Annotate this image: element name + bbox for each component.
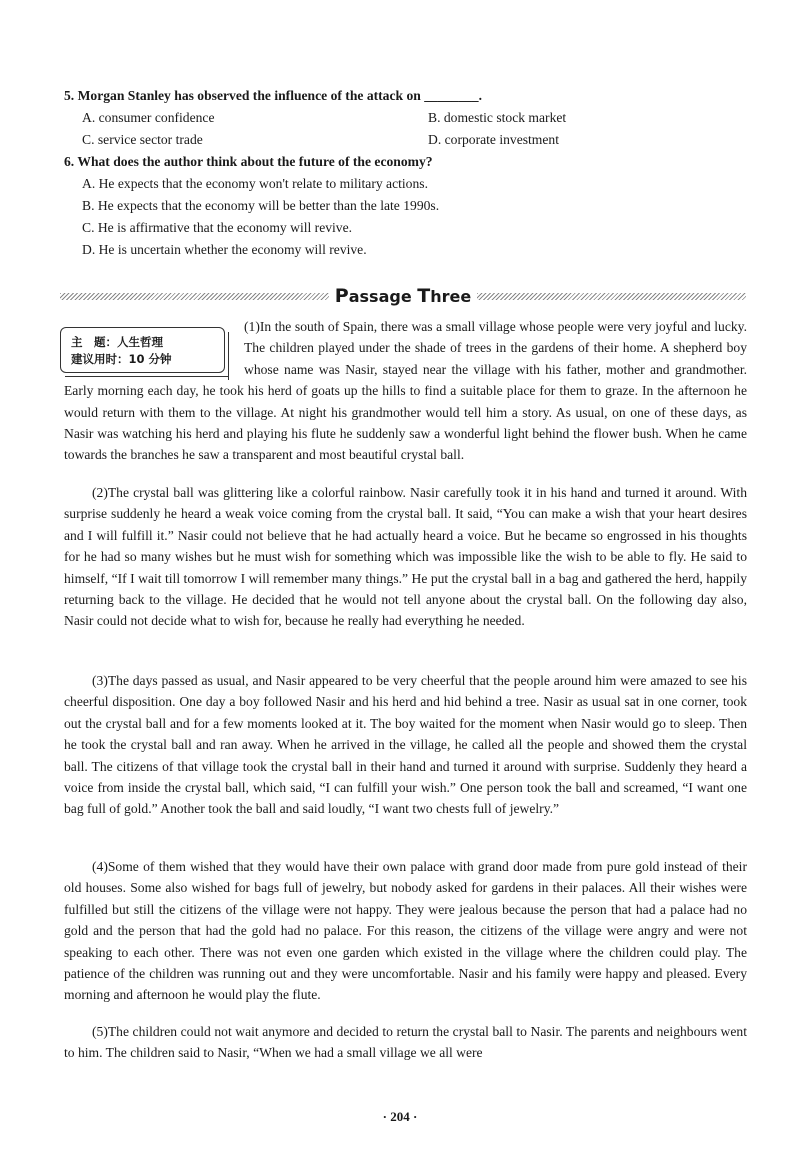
passage-title: Passage Three [334,285,472,307]
topic-line: 主 题：人生哲理 [71,335,163,349]
question-6-option-a: A. He expects that the economy won't relate to military actions. [82,176,428,191]
banner-hatch-left [60,293,329,300]
question-5-stem: 5. Morgan Stanley has observed the influence of the attack on ________. [64,88,482,103]
passage-banner [60,284,746,308]
paragraph-2: (2)The crystal ball was glittering like a colorful rainbow. Nasir carefully took it in his hand and turned it around. With surprise suddenly he heard a weak voice coming from the crystal ball. It said, “You can make a wish that your heart desires and I will fulfill it.” Nasir could not believe that he had actually heard a voice. But he became so engrossed in his thoughts for he had so many wishes but he must wish for something which was impossible like the wish to be able to fly. He said to himself, “If I wait till tomorrow I will remember many things.” He put the crystal ball in a bag and gathered the herd, happily returning back to the village. He decided that he would not tell anyone about the crystal ball. On the following day also, Nasir could not decide what to wish for, because he really had everything he needed. [64,485,747,629]
paragraph-3: (3)The days passed as usual, and Nasir appeared to be very cheerful that the people around him were amazed to see his cheerful disposition. One day a boy followed Nasir and his herd and hid behind a tree. Nasir as usual sat in one corner, took out the crystal ball and for a few moments looked at it. The boy waited for the moment when Nasir would go to sleep. Then he took the crystal ball and ran away. When he arrived in the village, he called all the people and showed them the crystal ball. The citizens of that village took the crystal ball in their hand and turned it around with surprise. Suddenly they heard a voice from inside the crystal ball, which said, “I can fulfill your wish.” One person took the ball and screamed, “I want one bag full of gold.” Another took the ball and said loudly, “I want two chests full of jewelry.” [64,673,747,817]
question-5-option-a: A. consumer confidence [82,110,215,125]
paragraph-1: (1)In the south of Spain, there was a small village whose people were very joyful and lucky. The children played under the shade of trees in the gardens of their home. A shepherd boy whose name was Nasir, stayed near the village with his father, mother and grandmother. Early morning each day, he took his herd of goats up the hills to find a suitable place for them to graze. In the afternoon he would return with them to the village. At night his grandmother would tell him a story. As usual, on one of these days, as Nasir was watching his herd and playing his flute he suddenly saw a wonderful light behind the flower bush. When he came towards the branches he saw a transparent and most beautiful crystal ball. [64,319,747,463]
question-5-option-c: C. service sector trade [82,132,203,147]
paragraph-4: (4)Some of them wished that they would have their own palace with grand door made from pure gold instead of their old houses. Some also wished for bags full of jewelry, but nobody asked for gardens in their palaces. All their wishes were fulfilled but still the citizens of the village were not happy. They were jealous because the person that had a palace had no gold and the person that had the gold had no palace. For this reason, the citizens of the village were angry and were not speaking to each other. There was not even one garden which existed in the village where the children could play. The patience of the children was running out and they were uncomfortable. Nasir and his family were happy and pleased. Every morning and afternoon he would play the flute. [64,859,747,1003]
banner-hatch-right [477,293,746,300]
question-6-stem: 6. What does the author think about the future of the economy? [64,154,433,169]
question-5-option-b: B. domestic stock market [428,110,567,125]
question-6-option-d: D. He is uncertain whether the economy will revive. [82,242,367,257]
question-6-option-b: B. He expects that the economy will be better than the late 1990s. [82,198,440,213]
suggested-time-line: 建议用时：10 分钟 [71,352,172,366]
question-5-option-d: D. corporate investment [428,132,559,147]
page-number: · 204 · [382,1109,418,1124]
paragraph-5: (5)The children could not wait anymore and decided to return the crystal ball to Nasir. The parents and neighbours went to him. The children said to Nasir, “When we had a small village we all were [64,1024,747,1061]
question-6-option-c: C. He is affirmative that the economy will revive. [82,220,353,235]
